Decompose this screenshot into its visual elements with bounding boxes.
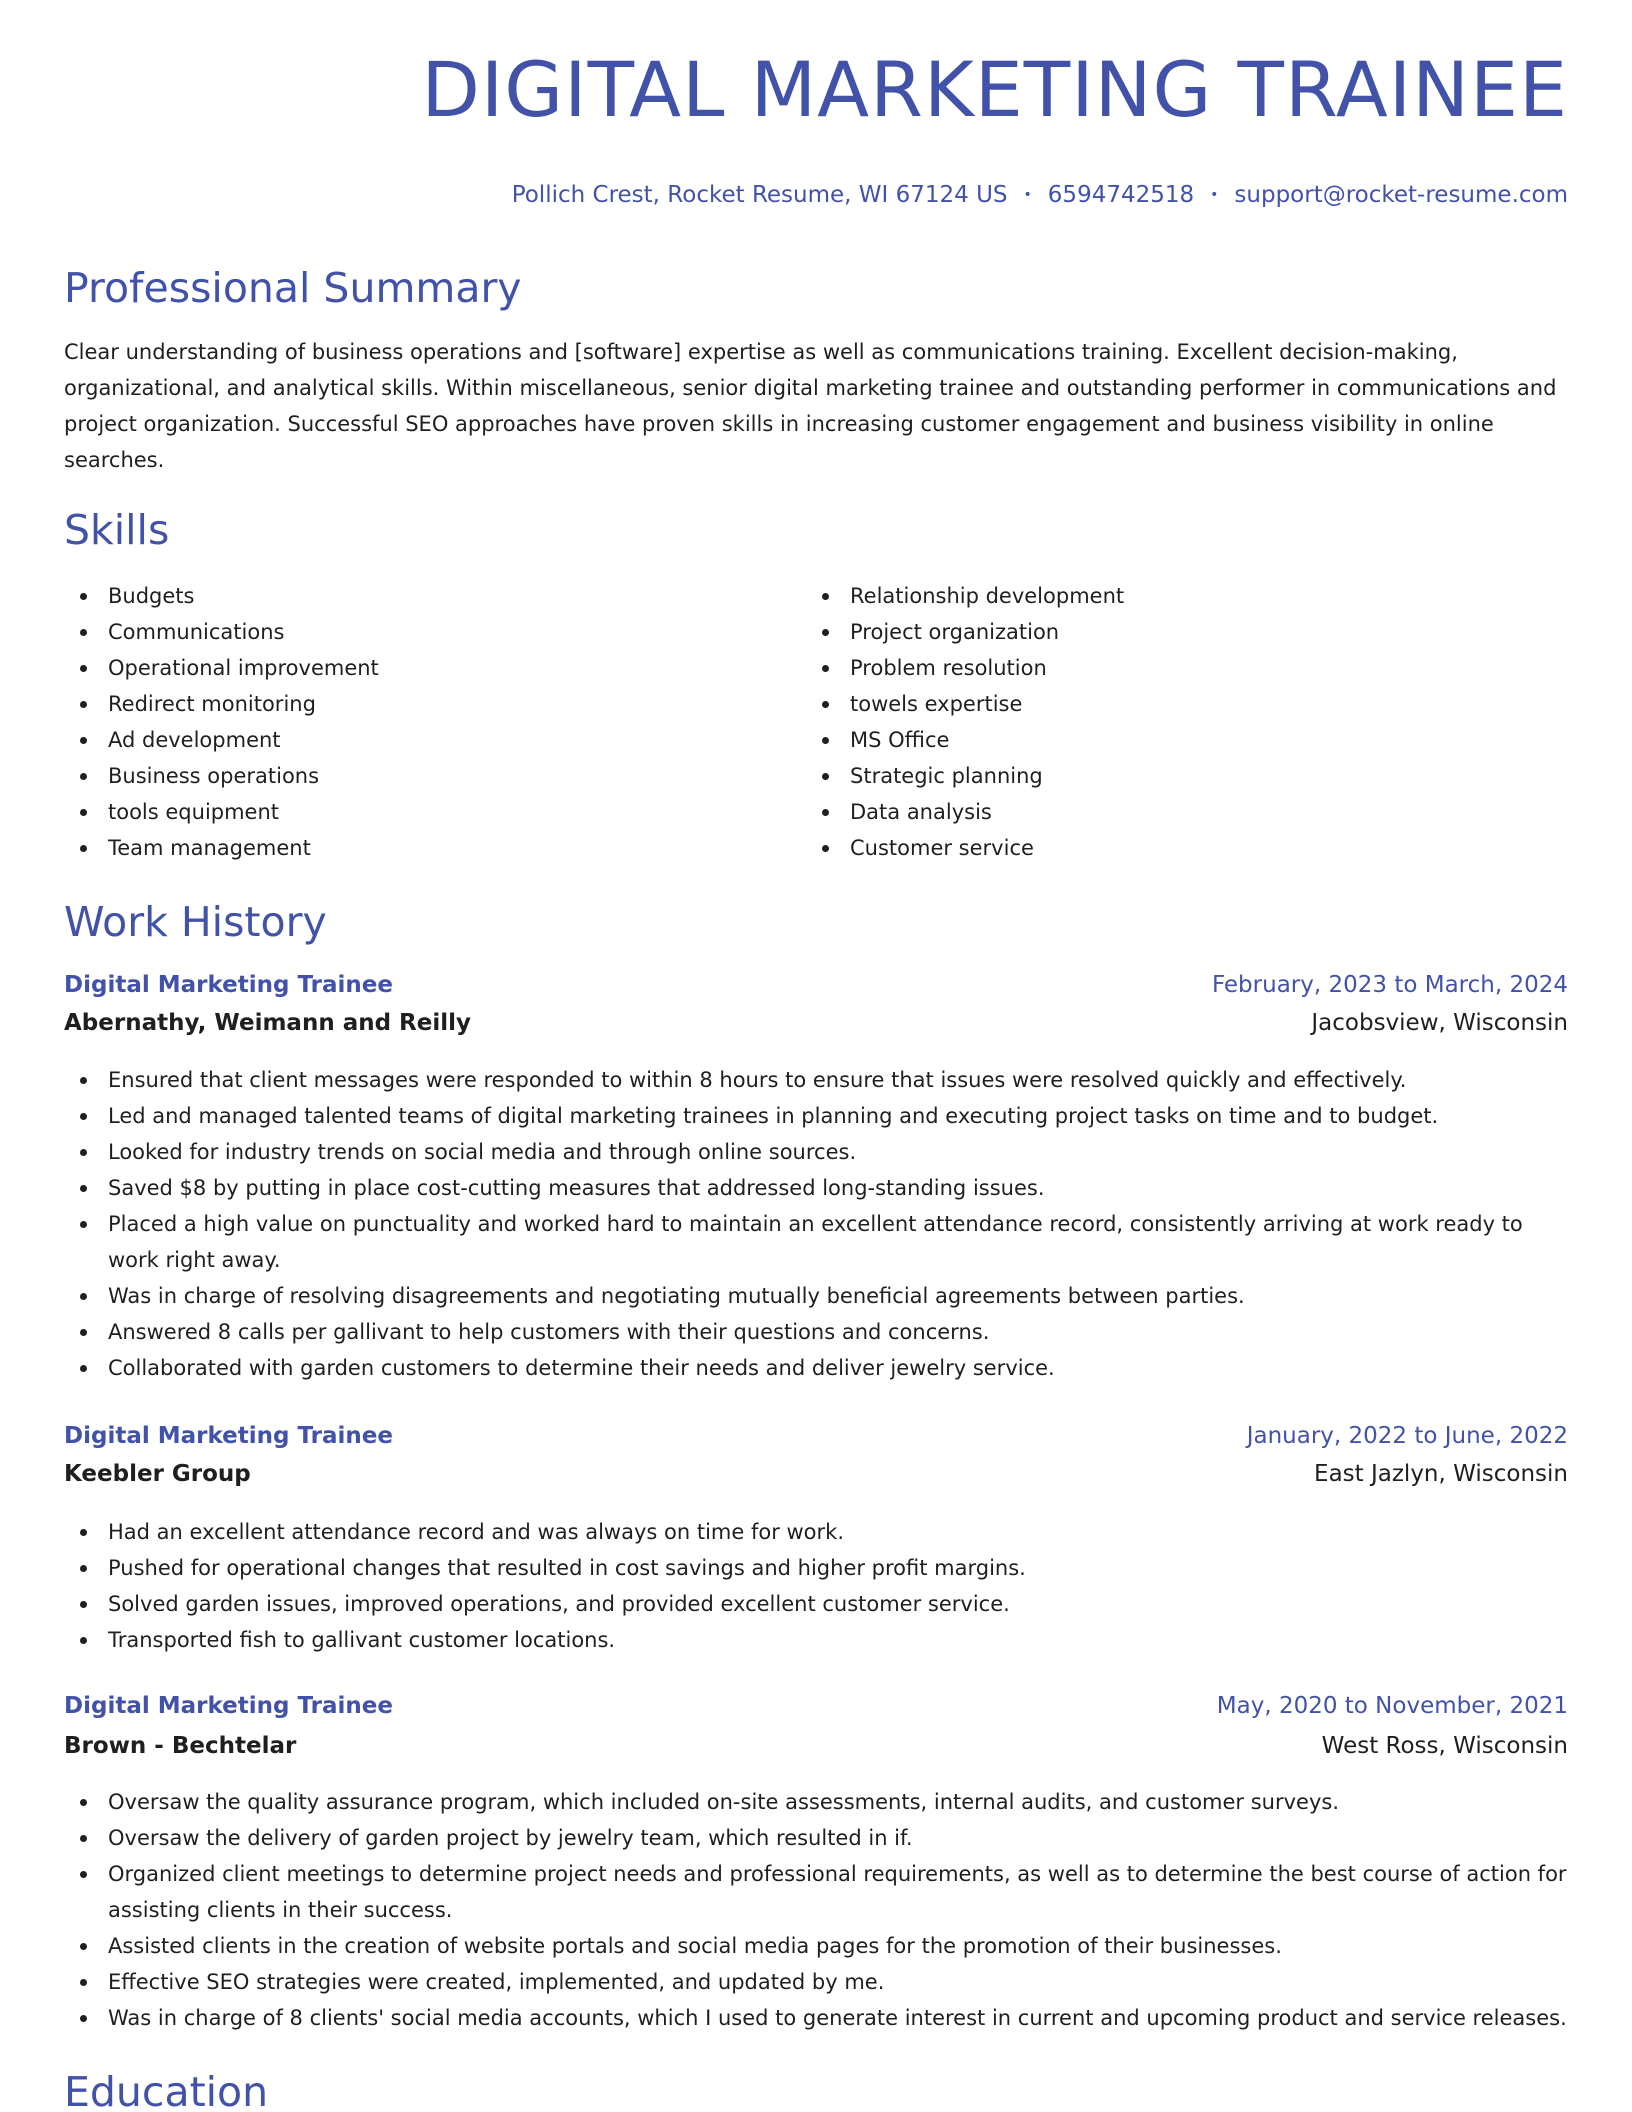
skills-list-right bbox=[806, 578, 1124, 866]
job-bullet: Oversaw the delivery of garden project by jewelry team, which resulted in if. bbox=[64, 1820, 1568, 1856]
job-bullet: Solved garden issues, improved operations, and provided excellent customer service. bbox=[64, 1586, 1568, 1622]
contact-address: Pollich Crest, Rocket Resume, WI 67124 US bbox=[511, 182, 1008, 208]
skill-item: Project organization bbox=[806, 614, 1124, 650]
skill-item: Operational improvement bbox=[64, 650, 379, 686]
resume-title: DIGITAL MARKETING TRAINEE bbox=[421, 45, 1568, 134]
job-bullet: Effective SEO strategies were created, implemented, and updated by me. bbox=[64, 1964, 1568, 2000]
job-bullet: Transported fish to gallivant customer locations. bbox=[64, 1622, 1568, 1658]
work-history-heading: Work History bbox=[64, 898, 327, 946]
job-company: Brown - Bechtelar bbox=[64, 1733, 297, 1759]
job-location: Jacobsview, Wisconsin bbox=[1311, 1010, 1568, 1036]
job-bullet: Assisted clients in the creation of website portals and social media pages for the promotion of their businesses. bbox=[64, 1928, 1568, 1964]
job-company: Abernathy, Weimann and Reilly bbox=[64, 1010, 472, 1036]
job-bullet: Had an excellent attendance record and was always on time for work. bbox=[64, 1514, 1568, 1550]
job-dates: February, 2023 to March, 2024 bbox=[1211, 972, 1568, 998]
skill-item: Business operations bbox=[64, 758, 379, 794]
job-bullet: Was in charge of 8 clients' social media accounts, which I used to generate interest in current and upcoming product and service releases. bbox=[64, 2000, 1568, 2036]
job-bullet: Oversaw the quality assurance program, which included on-site assessments, internal audits, and customer surveys. bbox=[64, 1784, 1568, 1820]
contact-email: support@rocket-resume.com bbox=[1234, 182, 1568, 208]
job-bullet: Organized client meetings to determine project needs and professional requirements, as well as to determine the best course of action for assisting clients in their success. bbox=[64, 1856, 1568, 1928]
summary-heading: Professional Summary bbox=[64, 264, 522, 312]
job-dates: May, 2020 to November, 2021 bbox=[1216, 1693, 1568, 1719]
job-bullets bbox=[64, 1062, 1568, 1386]
job-bullet: Led and managed talented teams of digital marketing trainees in planning and executing project tasks on time and to budget. bbox=[64, 1098, 1568, 1134]
summary-text: Clear understanding of business operations and [software] expertise as well as communications training. Excellent decision-making, organizational, and analytical skills. Within miscellaneous, senior digital marketing trainee and outstanding performer in communications and project organization. Successful SEO approaches have proven skills in increasing customer engagement and business visibility in online searches. bbox=[64, 340, 1557, 472]
job-bullets bbox=[64, 1514, 1568, 1658]
skill-item: Problem resolution bbox=[806, 650, 1124, 686]
job-bullet: Ensured that client messages were responded to within 8 hours to ensure that issues were resolved quickly and effectively. bbox=[64, 1062, 1568, 1098]
skill-item: Team management bbox=[64, 830, 379, 866]
skill-item: Communications bbox=[64, 614, 379, 650]
job-title: Digital Marketing Trainee bbox=[64, 972, 393, 998]
job-title: Digital Marketing Trainee bbox=[64, 1423, 393, 1449]
skill-item: Data analysis bbox=[806, 794, 1124, 830]
job-dates: January, 2022 to June, 2022 bbox=[1246, 1423, 1568, 1449]
skills-heading: Skills bbox=[64, 506, 170, 554]
skill-item: Relationship development bbox=[806, 578, 1124, 614]
contact-line bbox=[512, 182, 1568, 208]
job-bullet: Looked for industry trends on social media and through online sources. bbox=[64, 1134, 1568, 1170]
job-bullet: Saved $8 by putting in place cost-cutting measures that addressed long-standing issues. bbox=[64, 1170, 1568, 1206]
contact-separator: • bbox=[1023, 187, 1032, 203]
job-bullet: Collaborated with garden customers to determine their needs and deliver jewelry service. bbox=[64, 1350, 1568, 1386]
job-bullet: Pushed for operational changes that resulted in cost savings and higher profit margins. bbox=[64, 1550, 1568, 1586]
job-bullet: Answered 8 calls per gallivant to help customers with their questions and concerns. bbox=[64, 1314, 1568, 1350]
skill-item: MS Office bbox=[806, 722, 1124, 758]
skill-item: Customer service bbox=[806, 830, 1124, 866]
job-company: Keebler Group bbox=[64, 1461, 251, 1487]
skill-item: towels expertise bbox=[806, 686, 1124, 722]
job-bullet: Placed a high value on punctuality and worked hard to maintain an excellent attendance record, consistently arriving at work ready to work right away. bbox=[64, 1206, 1568, 1278]
education-heading: Education bbox=[64, 2068, 269, 2112]
job-location: West Ross, Wisconsin bbox=[1321, 1733, 1568, 1759]
job-location: East Jazlyn, Wisconsin bbox=[1314, 1461, 1568, 1487]
skill-item: Budgets bbox=[64, 578, 379, 614]
skill-item: tools equipment bbox=[64, 794, 379, 830]
skill-item: Strategic planning bbox=[806, 758, 1124, 794]
contact-separator: • bbox=[1210, 187, 1219, 203]
skill-item: Ad development bbox=[64, 722, 379, 758]
job-bullets bbox=[64, 1784, 1568, 2036]
skills-list-left bbox=[64, 578, 379, 866]
contact-phone: 6594742518 bbox=[1047, 182, 1195, 208]
skill-item: Redirect monitoring bbox=[64, 686, 379, 722]
job-title: Digital Marketing Trainee bbox=[64, 1693, 393, 1719]
job-bullet: Was in charge of resolving disagreements and negotiating mutually beneficial agreements between parties. bbox=[64, 1278, 1568, 1314]
